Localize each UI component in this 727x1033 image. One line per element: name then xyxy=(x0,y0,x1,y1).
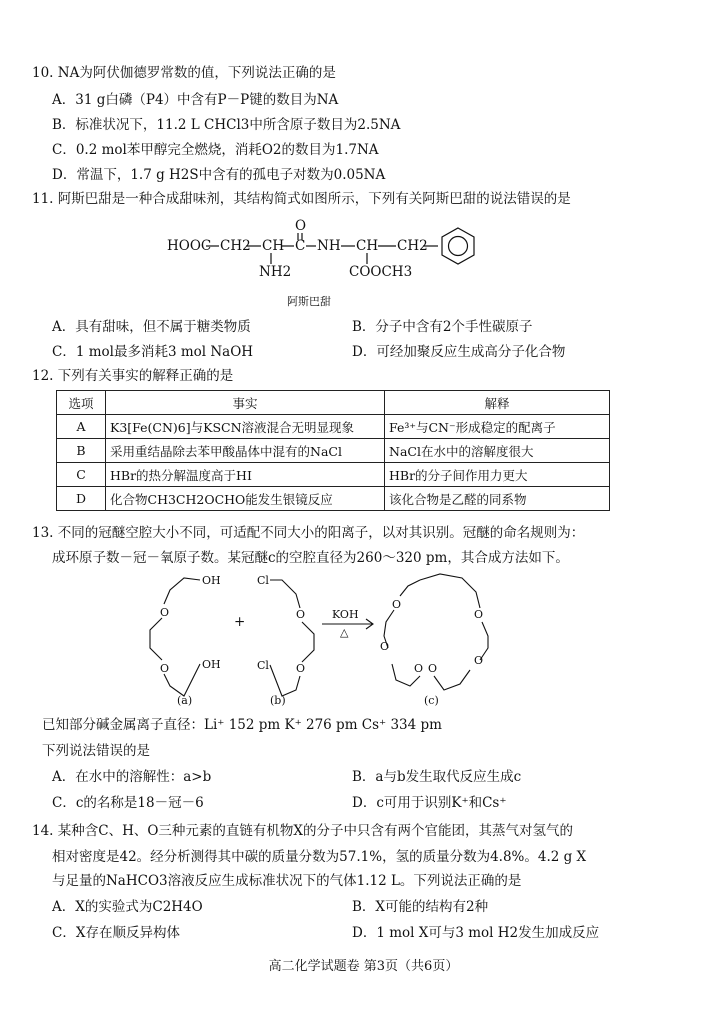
label-o-a2: O xyxy=(160,662,170,675)
label-oh-top: OH xyxy=(202,574,221,587)
atom-ch2-a: CH2 xyxy=(220,238,251,254)
label-o-a1: O xyxy=(160,606,170,619)
q12-stem: 12. 下列有关事实的解释正确的是 xyxy=(32,368,234,384)
atom-c: C xyxy=(295,238,306,254)
label-o-c6: O xyxy=(414,662,424,675)
q13-option-d: D．c可用于识别K⁺和Cs⁺ xyxy=(352,795,507,811)
q13-option-b: B．a与b发生取代反应生成c xyxy=(352,769,522,785)
q10-option-a: A．31 g白磷（P4）中含有P－P键的数目为NA xyxy=(52,92,339,108)
label-cl-top: Cl xyxy=(257,574,269,587)
atom-o: O xyxy=(295,218,307,234)
q14-option-c: C．X存在顺反异构体 xyxy=(52,925,180,941)
q13-line-2: 成环原子数－冠－氧原子数。某冠醚c的空腔直径为260～320 pm，其合成方法如下。 xyxy=(52,550,569,566)
cell-explanation: 该化合物是乙醛的同系物 xyxy=(385,487,610,511)
q14-option-a: A．X的实验式为C2H4O xyxy=(52,899,203,915)
q11-option-b: B．分子中含有2个手性碳原子 xyxy=(352,319,533,335)
q10-option-d: D．常温下，1.7 g H2S中含有的孤电子对数为0.05NA xyxy=(52,167,386,183)
ion-diameter-line: 已知部分碱金属离子直径：Li⁺ 152 pm K⁺ 276 pm Cs⁺ 334 pm xyxy=(42,717,442,733)
q14-line-1: 14. 某种含C、H、O三种元素的直链有机物X的分子中只含有两个官能团，其蒸气对氢气的 xyxy=(32,823,574,839)
label-b: (b) xyxy=(270,694,286,707)
plus-sign: + xyxy=(234,614,246,630)
cell-option: D xyxy=(57,487,106,511)
atom-nh: NH xyxy=(317,238,341,254)
atom-hooc: HOOC xyxy=(167,238,212,254)
header-explanation: 解释 xyxy=(385,391,610,415)
q14-option-d: D．1 mol X可与3 mol H2发生加成反应 xyxy=(352,925,600,941)
cell-option: A xyxy=(57,415,106,439)
q10-stem: 10. NA为阿伏伽德罗常数的值，下列说法正确的是 xyxy=(32,65,336,81)
reagent-label: KOH xyxy=(332,608,359,621)
label-o-c3: O xyxy=(380,640,390,653)
label-a: (a) xyxy=(177,694,193,707)
page-footer: 高二化学试题卷 第3页（共6页） xyxy=(268,959,459,974)
label-cl-bottom: Cl xyxy=(257,659,269,672)
q11-stem: 11. 阿斯巴甜是一种合成甜味剂，其结构简式如图所示，下列有关阿斯巴甜的说法错误的是 xyxy=(32,191,571,207)
header-fact: 事实 xyxy=(106,391,385,415)
label-o-c1: O xyxy=(392,598,402,611)
atom-ch-a: CH xyxy=(262,238,285,254)
cell-explanation: Fe³⁺与CN⁻形成稳定的配离子 xyxy=(385,415,610,439)
label-o-c4: O xyxy=(474,654,484,667)
aspartame-caption: 阿斯巴甜 xyxy=(287,295,331,308)
header-option: 选项 xyxy=(57,391,106,415)
cell-fact: 化合物CH3CH2OCHO能发生银镜反应 xyxy=(106,487,385,511)
atom-cooch3: COOCH3 xyxy=(349,264,413,280)
q13-ask: 下列说法错误的是 xyxy=(42,743,150,759)
q10-option-c: C．0.2 mol苯甲醇完全燃烧，消耗O2的数目为1.7NA xyxy=(52,142,379,158)
q14-option-b: B．X可能的结构有2种 xyxy=(352,899,489,915)
cell-fact: HBr的热分解温度高于HI xyxy=(106,463,385,487)
cell-option: C xyxy=(57,463,106,487)
label-o-c5: O xyxy=(428,662,438,675)
cell-fact: K3[Fe(CN)6]与KSCN溶液混合无明显现象 xyxy=(106,415,385,439)
atom-ch2-b: CH2 xyxy=(397,238,428,254)
q13-line-1: 13. 不同的冠醚空腔大小不同，可适配不同大小的阳离子，以对其识别。冠醚的命名规则为： xyxy=(32,525,585,541)
label-o-b2: O xyxy=(296,662,306,675)
atom-nh2: NH2 xyxy=(259,264,292,280)
label-o-c2: O xyxy=(474,608,484,621)
q13-option-a: A．在水中的溶解性：a>b xyxy=(52,769,212,785)
q13-option-c: C．c的名称是18－冠－6 xyxy=(52,795,204,811)
q11-option-d: D．可经加聚反应生成高分子化合物 xyxy=(352,344,566,360)
cell-fact: 采用重结晶除去苯甲酸晶体中混有的NaCl xyxy=(106,439,385,463)
q14-line-3: 与足量的NaHCO3溶液反应生成标准状况下的气体1.12 L。下列说法正确的是 xyxy=(52,873,522,889)
heat-symbol: △ xyxy=(340,626,349,639)
cell-explanation: NaCl在水中的溶解度很大 xyxy=(385,439,610,463)
q14-line-2: 相对密度是42。经分析测得其中碳的质量分数为57.1%，氢的质量分数为4.8%。4.2 g X xyxy=(52,849,587,865)
cell-explanation: HBr的分子间作用力更大 xyxy=(385,463,610,487)
q10-option-b: B．标准状况下，11.2 L CHCl3中所含原子数目为2.5NA xyxy=(52,117,401,133)
cell-option: B xyxy=(57,439,106,463)
q11-option-c: C．1 mol最多消耗3 mol NaOH xyxy=(52,344,254,360)
atom-ch-b: CH xyxy=(356,238,379,254)
label-o-b1: O xyxy=(296,608,306,621)
q11-option-a: A．具有甜味，但不属于糖类物质 xyxy=(52,319,251,335)
label-c: (c) xyxy=(424,694,439,707)
label-oh-bottom: OH xyxy=(202,658,221,671)
